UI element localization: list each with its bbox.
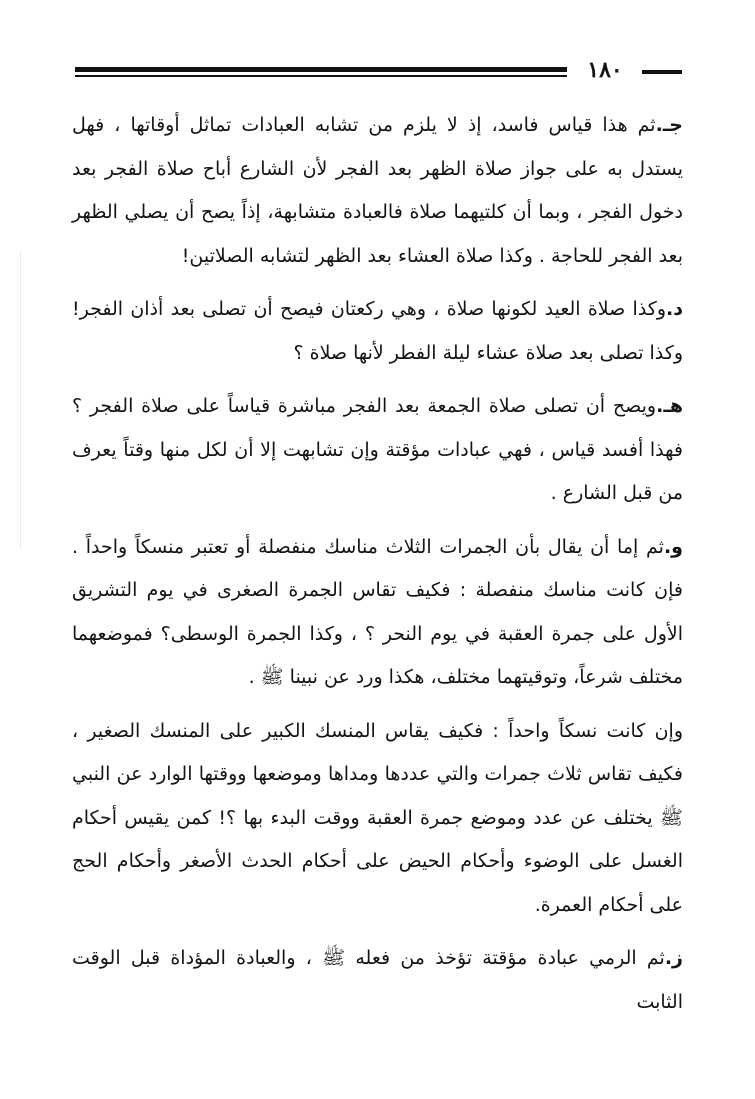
paragraph-marker: د. <box>666 298 683 320</box>
paragraph-zay <box>72 937 683 1024</box>
header-double-rule <box>75 67 567 79</box>
header-rule-thick <box>75 67 567 72</box>
paragraph-text: ثم الرمي عبادة مؤقتة تؤخذ من فعله ﷺ ، والعبادة المؤداة قبل الوقت الثابت <box>72 947 683 1013</box>
paragraph-ha <box>72 385 683 516</box>
header-rule-thin <box>75 75 567 77</box>
paragraph-text: ثم إما أن يقال بأن الجمرات الثلاث مناسك منفصلة أو تعتبر منسكاً واحداً . فإن كانت مناسك منفصلة : فكيف تقاس الجمرة الصغرى في يوم التشريق الأول على جمرة العقبة في يوم النحر ؟ ، وكذا الجمرة الوسطى؟ فموضعهما مختلف شرعاً، وتوقيتهما مختلف، هكذا ورد عن نبينا ﷺ . <box>72 535 683 688</box>
paragraph-text: ثم هذا قياس فاسد، إذ لا يلزم من تشابه العبادات تماثل أوقاتها ، فهل يستدل به على جواز صلاة الظهر بعد الفجر لأن الشارع أباح صلاة الفجر بعد دخول الفجر ، وبما أن كلتيهما صلاة فالعبادة متشابهة، إذاً يصح أن يصلي الظهر بعد الفجر للحاجة . وكذا صلاة العشاء بعد الظهر لتشابه الصلاتين! <box>72 114 683 267</box>
paragraph-marker: هـ. <box>656 395 683 417</box>
header-rule-short <box>642 70 682 74</box>
paragraph-text: وكذا صلاة العيد لكونها صلاة ، وهي ركعتان فيصح أن تصلى بعد أذان الفجر! وكذا تصلى بعد صلاة عشاء ليلة الفطر لأنها صلاة ؟ <box>72 298 683 364</box>
paragraph-text: وإن كانت نسكاً واحداً : فكيف يقاس المنسك الكبير على المنسك الصغير ، فكيف تقاس ثلاث جمرات والتي عددها ومداها وموضعها ووقتها الوارد عن النبي ﷺ يختلف عن عدد وموضع جمرة العقبة ووقت البدء بها ؟! كمن يقيس أحكام الغسل على الوضوء وأحكام الحيض على أحكام الحدث الأصغر وأحكام الحج على أحكام العمرة. <box>72 719 683 916</box>
paragraph-dal <box>72 288 683 375</box>
page-header <box>75 57 682 86</box>
paragraph-text: ويصح أن تصلى صلاة الجمعة بعد الفجر مباشرة قياساً على صلاة الفجر ؟ فهذا أفسد قياس ، فهي عبادات مؤقتة وإن تشابهت إلا أن لكل منها وقتاً يعرف من قبل الشارع . <box>72 395 683 504</box>
paragraph-marker: ز. <box>664 947 683 969</box>
paragraph-marker: جـ. <box>655 114 683 136</box>
paragraph-waw-continued <box>72 710 683 928</box>
paragraph-jeem <box>72 104 683 278</box>
page-number: ١٨٠ <box>587 57 623 83</box>
paragraph-waw <box>72 526 683 700</box>
page-body <box>72 104 683 1024</box>
paragraph-marker: و. <box>663 535 683 558</box>
scan-margin-line <box>20 250 21 550</box>
